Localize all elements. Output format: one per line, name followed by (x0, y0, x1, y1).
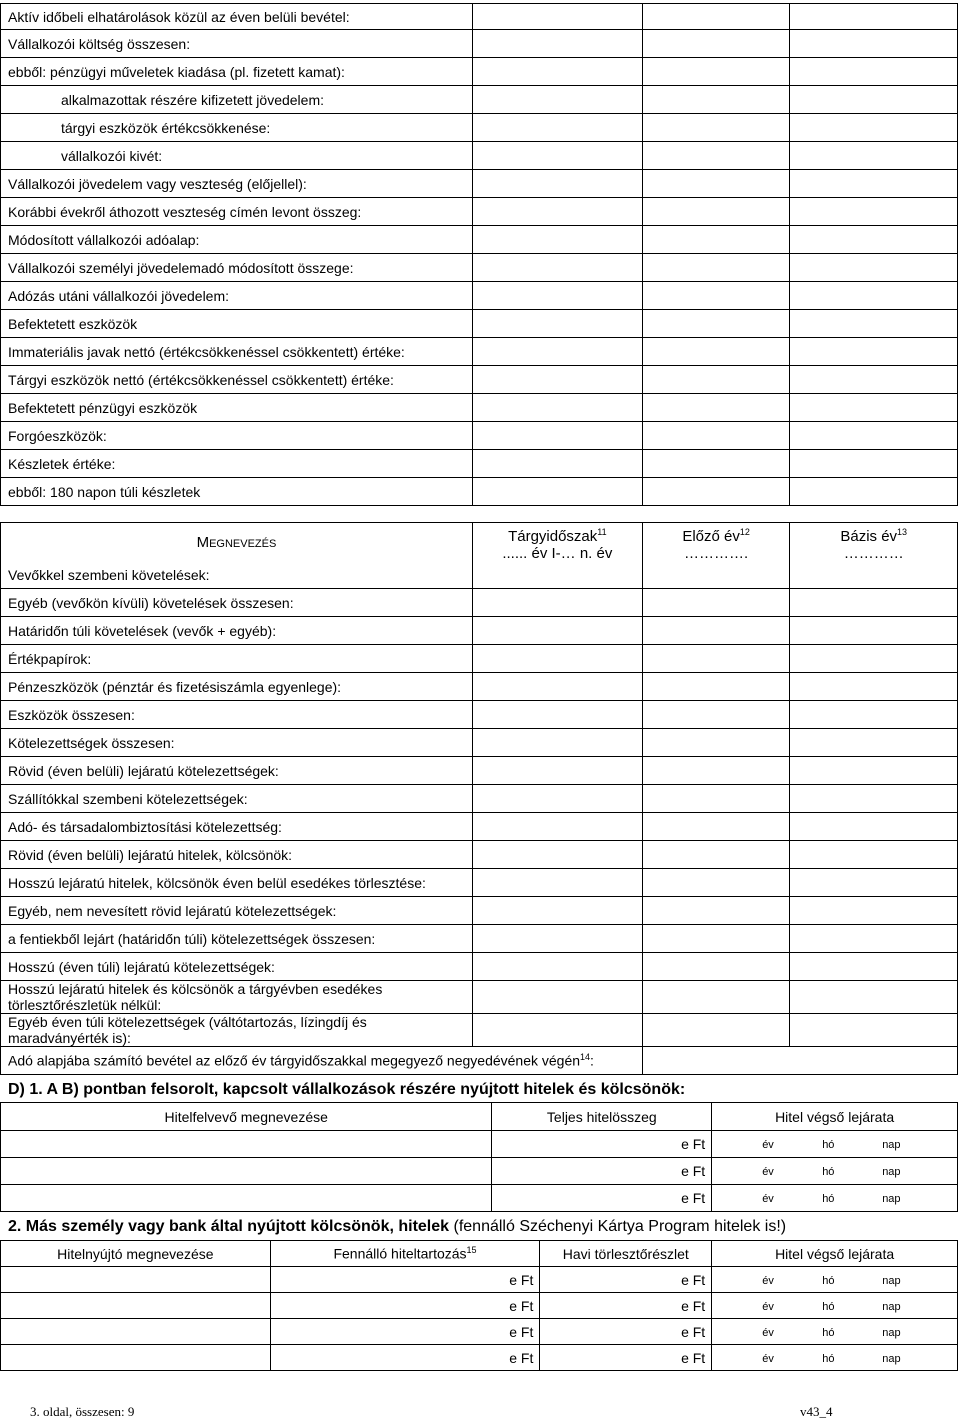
value-cell[interactable] (472, 422, 642, 450)
table-row (1, 1158, 958, 1185)
value-cell[interactable] (642, 673, 790, 701)
date-part-label: hó (822, 1327, 835, 1339)
table-row (1, 170, 958, 198)
debt-cell[interactable]: e Ft (270, 1345, 540, 1371)
value-cell[interactable] (790, 841, 958, 869)
row-label: Vállalkozói költség összesen: (1, 30, 473, 58)
amount-cell[interactable]: e Ft (492, 1158, 712, 1185)
section-2-title-bold: 2. Más személy vagy bank által nyújtott kölcsönök, hitelek (8, 1218, 450, 1235)
value-cell[interactable] (642, 254, 790, 282)
row-label: Aktív időbeli elhatárolások közül az éven belüli bevétel: (1, 4, 473, 30)
value-cell[interactable] (472, 953, 642, 981)
top-table (0, 3, 958, 506)
table-row (1, 757, 958, 785)
table-row (1, 338, 958, 366)
date-part-label: nap (882, 1275, 901, 1287)
value-cell[interactable] (790, 254, 958, 282)
col-hitelfelvevo: Hitelfelvevő megnevezése (1, 1103, 492, 1131)
row-label: Egyéb (vevőkön kívüli) követelések összesen: (1, 589, 473, 617)
table-row (1, 478, 958, 506)
col1-title: Tárgyidőszak (508, 528, 598, 545)
value-cell[interactable] (642, 58, 790, 86)
value-cell[interactable] (472, 142, 642, 170)
col-havi-torleszto: Havi törlesztőrészlet (540, 1241, 712, 1267)
table-row (1, 981, 958, 1014)
table-row (1, 422, 958, 450)
value-cell[interactable] (472, 338, 642, 366)
value-cell[interactable] (642, 701, 790, 729)
table-row (1, 86, 958, 114)
date-part-label: év (762, 1139, 774, 1151)
value-cell[interactable] (790, 170, 958, 198)
value-cell[interactable] (642, 86, 790, 114)
table-row (1, 841, 958, 869)
table-row (1, 729, 958, 757)
table-row (1, 1185, 958, 1212)
value-cell[interactable] (642, 841, 790, 869)
table-row (1, 4, 958, 30)
lender-cell[interactable] (1, 1345, 271, 1371)
value-cell[interactable] (790, 282, 958, 310)
lender-cell[interactable] (1, 1293, 271, 1319)
value-cell[interactable] (472, 450, 642, 478)
ado-colon: : (590, 1052, 594, 1069)
value-cell[interactable] (642, 729, 790, 757)
row-label: Módosított vállalkozói adóalap: (1, 226, 473, 254)
value-cell[interactable] (642, 282, 790, 310)
value-cell[interactable] (642, 813, 790, 841)
value-cell[interactable] (472, 4, 642, 30)
value-cell[interactable] (790, 897, 958, 925)
lender-cell[interactable] (1, 1267, 271, 1293)
table-row (1, 58, 958, 86)
value-cell[interactable] (790, 478, 958, 506)
value-cell[interactable] (642, 226, 790, 254)
value-cell[interactable] (790, 925, 958, 953)
value-cell[interactable] (472, 198, 642, 226)
section-d-title: D) 1. A B) pontban felsorolt, kapcsolt vállalkozások részére nyújtott hitelek és kölcsönök: (8, 1081, 686, 1098)
row-label: a fentiekből lejárt (határidőn túli) kötelezettségek összesen: (1, 925, 473, 953)
table-row (1, 282, 958, 310)
row-label: Rövid (éven belüli) lejáratú kötelezettségek: (1, 757, 473, 785)
installment-cell[interactable]: e Ft (540, 1345, 712, 1371)
value-cell[interactable] (642, 30, 790, 58)
value-cell[interactable] (790, 422, 958, 450)
col-teljes-hitelosszeg: Teljes hitelösszeg (492, 1103, 712, 1131)
date-part-label: év (762, 1327, 774, 1339)
table-row (1, 394, 958, 422)
value-cell[interactable] (790, 701, 958, 729)
col-fennallo-tartozas (270, 1241, 540, 1267)
value-cell[interactable] (642, 142, 790, 170)
value-cell[interactable] (642, 478, 790, 506)
value-cell[interactable] (790, 198, 958, 226)
form-version: v43_4 (800, 1404, 833, 1419)
col1-period: ...... év I-… n. év (502, 545, 613, 562)
row-label: Egyéb, nem nevesített rövid lejáratú kötelezettségek: (1, 897, 473, 925)
row-label-line: Hosszú lejáratú hitelek és kölcsönök a tárgyévben esedékes (8, 981, 383, 997)
value-cell[interactable] (790, 813, 958, 841)
value-cell[interactable] (790, 1014, 958, 1047)
header-megnevezes (1, 523, 473, 563)
row-label (1, 1014, 473, 1047)
amount-cell[interactable]: e Ft (492, 1131, 712, 1158)
table-row (1, 645, 958, 673)
amount-cell[interactable]: e Ft (492, 1185, 712, 1212)
page-number: 3. oldal, összesen: 9 (30, 1404, 135, 1419)
value-cell[interactable] (472, 757, 642, 785)
value-cell[interactable] (472, 673, 642, 701)
section-2-table (0, 1240, 958, 1371)
row-label: Hosszú lejáratú hitelek, kölcsönök éven belül esedékes törlesztése: (1, 869, 473, 897)
date-part-label: év (762, 1166, 774, 1178)
table-row (1, 953, 958, 981)
row-label: ebből: pénzügyi műveletek kiadása (pl. fizetett kamat): (1, 58, 473, 86)
value-cell[interactable] (472, 785, 642, 813)
debt-cell[interactable]: e Ft (270, 1293, 540, 1319)
ado-text: Adó alapjába számító bevétel az előző év tárgyidőszakkal megegyező negyedévének végén (8, 1052, 581, 1069)
debt-cell[interactable]: e Ft (270, 1319, 540, 1345)
table-row (1, 673, 958, 701)
row-label: Befektetett pénzügyi eszközök (1, 394, 473, 422)
value-cell[interactable] (472, 170, 642, 198)
value-cell[interactable] (642, 1014, 790, 1047)
date-cell[interactable] (712, 1158, 958, 1185)
col2-footnote: 12 (739, 527, 750, 537)
value-cell[interactable] (472, 617, 642, 645)
table-row (1, 813, 958, 841)
date-part-label: év (762, 1301, 774, 1313)
value-cell[interactable] (790, 953, 958, 981)
borrower-cell[interactable] (1, 1185, 492, 1212)
date-cell[interactable] (712, 1345, 958, 1371)
table-row (1, 310, 958, 338)
table-row (1, 226, 958, 254)
value-cell[interactable] (472, 1014, 642, 1047)
table-row (1, 1319, 958, 1345)
table-row (1, 30, 958, 58)
value-cell[interactable] (472, 254, 642, 282)
value-cell[interactable] (642, 198, 790, 226)
table-row (1, 254, 958, 282)
row-label: Rövid (éven belüli) lejáratú hitelek, kölcsönök: (1, 841, 473, 869)
value-cell[interactable] (472, 282, 642, 310)
installment-cell[interactable]: e Ft (540, 1293, 712, 1319)
header-elozo-ev (642, 523, 790, 589)
row-label: Készletek értéke: (1, 450, 473, 478)
value-cell[interactable] (472, 30, 642, 58)
row-label: Szállítókkal szembeni kötelezettségek: (1, 785, 473, 813)
value-cell[interactable] (472, 869, 642, 897)
value-cell[interactable] (472, 589, 642, 617)
date-part-label: év (762, 1275, 774, 1287)
value-cell[interactable] (790, 869, 958, 897)
table-row (1, 114, 958, 142)
date-cell[interactable] (712, 1267, 958, 1293)
value-cell[interactable] (790, 338, 958, 366)
row-label: Kötelezettségek összesen: (1, 729, 473, 757)
installment-cell[interactable]: e Ft (540, 1267, 712, 1293)
value-cell[interactable] (790, 757, 958, 785)
value-cell[interactable] (642, 645, 790, 673)
row-label-line: Egyéb éven túli kötelezettségek (váltótartozás, lízingdíj és (8, 1014, 367, 1030)
row-label: Hosszú (éven túli) lejáratú kötelezettségek: (1, 953, 473, 981)
value-cell[interactable] (642, 953, 790, 981)
row-label: Befektetett eszközök (1, 310, 473, 338)
row-label: alkalmazottak részére kifizetett jövedelem: (1, 86, 473, 114)
table-row (1, 617, 958, 645)
row-label-ado-alap (1, 1047, 643, 1075)
value-cell[interactable] (790, 785, 958, 813)
value-cell[interactable] (642, 1047, 957, 1075)
date-cell[interactable] (712, 1293, 958, 1319)
date-part-label: nap (882, 1353, 901, 1365)
value-cell[interactable] (472, 86, 642, 114)
value-cell[interactable] (642, 450, 790, 478)
date-part-label: hó (822, 1139, 835, 1151)
value-cell[interactable] (472, 981, 642, 1014)
col1-footnote: 11 (597, 527, 607, 537)
row-label: ebből: 180 napon túli készletek (1, 478, 473, 506)
table-row (1, 1293, 958, 1319)
value-cell[interactable] (790, 394, 958, 422)
value-cell[interactable] (472, 58, 642, 86)
table-row (1, 142, 958, 170)
row-label: Eszközök összesen: (1, 701, 473, 729)
value-cell[interactable] (790, 981, 958, 1014)
value-cell[interactable] (472, 897, 642, 925)
row-label: Immateriális javak nettó (értékcsökkenéssel csökkentett) értéke: (1, 338, 473, 366)
row-label: Vállalkozói jövedelem vagy veszteség (előjellel): (1, 170, 473, 198)
row-label-line: törlesztőrészletük nélkül: (8, 997, 162, 1013)
table-row (1, 1014, 958, 1047)
value-cell[interactable] (790, 729, 958, 757)
section-d-table (0, 1102, 958, 1212)
table-row (1, 1345, 958, 1371)
table-row (1, 450, 958, 478)
table-row (1, 1267, 958, 1293)
row-label: Tárgyi eszközök nettó (értékcsökkenéssel csökkentett) értéke: (1, 366, 473, 394)
row-label-line: maradványérték is): (8, 1030, 131, 1046)
value-cell[interactable] (472, 478, 642, 506)
installment-cell[interactable]: e Ft (540, 1319, 712, 1345)
value-cell[interactable] (790, 114, 958, 142)
table-row (1, 366, 958, 394)
value-cell[interactable] (642, 4, 790, 30)
value-cell[interactable] (472, 310, 642, 338)
col-hitelnyujto: Hitelnyújtó megnevezése (1, 1241, 271, 1267)
value-cell[interactable] (790, 226, 958, 254)
date-cell[interactable] (712, 1319, 958, 1345)
col-hitel-lejarata: Hitel végső lejárata (712, 1103, 958, 1131)
date-part-label: hó (822, 1193, 835, 1205)
row-label: Forgóeszközök: (1, 422, 473, 450)
col2-title: Előző év (682, 528, 740, 545)
row-label: Értékpapírok: (1, 645, 473, 673)
row-label: Korábbi évekről áthozott veszteség címén levont összeg: (1, 198, 473, 226)
col-fennallo-label: Fennálló hiteltartozás (333, 1245, 467, 1262)
value-cell[interactable] (472, 701, 642, 729)
section-2-title (8, 1218, 786, 1236)
value-cell[interactable] (472, 394, 642, 422)
value-cell[interactable] (642, 617, 790, 645)
debt-cell[interactable]: e Ft (270, 1267, 540, 1293)
date-part-label: hó (822, 1166, 835, 1178)
value-cell[interactable] (472, 729, 642, 757)
value-cell[interactable] (790, 310, 958, 338)
date-part-label: nap (882, 1166, 901, 1178)
value-cell[interactable] (790, 86, 958, 114)
date-part-label: nap (882, 1139, 901, 1151)
value-cell[interactable] (642, 366, 790, 394)
lender-cell[interactable] (1, 1319, 271, 1345)
borrower-cell[interactable] (1, 1131, 492, 1158)
row-label: Határidőn túli követelések (vevők + egyéb): (1, 617, 473, 645)
date-part-label: hó (822, 1275, 835, 1287)
value-cell[interactable] (472, 226, 642, 254)
row-label: Pénzeszközök (pénztár és fizetésiszámla egyenlege): (1, 673, 473, 701)
table-row (1, 198, 958, 226)
value-cell[interactable] (642, 170, 790, 198)
value-cell[interactable] (790, 450, 958, 478)
date-part-label: év (762, 1353, 774, 1365)
value-cell[interactable] (642, 422, 790, 450)
value-cell[interactable] (642, 394, 790, 422)
table-row (1, 1047, 958, 1075)
date-cell[interactable] (712, 1185, 958, 1212)
value-cell[interactable] (790, 4, 958, 30)
value-cell[interactable] (790, 673, 958, 701)
borrower-cell[interactable] (1, 1158, 492, 1185)
table-row (1, 925, 958, 953)
ado-footnote: 14 (580, 1052, 591, 1063)
value-cell[interactable] (472, 366, 642, 394)
value-cell[interactable] (790, 589, 958, 617)
header-targyidoszak (472, 523, 642, 589)
table-row (1, 785, 958, 813)
col2-dots: …………. (684, 545, 749, 562)
megnevezes-label: MEGNEVEZÉS (196, 533, 277, 551)
value-cell[interactable] (790, 142, 958, 170)
row-label: Adó- és társadalombiztosítási kötelezettség: (1, 813, 473, 841)
value-cell[interactable] (472, 645, 642, 673)
date-part-label: hó (822, 1353, 835, 1365)
header-bazis-ev (790, 523, 958, 589)
table-row (1, 869, 958, 897)
col3-title: Bázis év (840, 528, 898, 545)
value-cell[interactable] (790, 30, 958, 58)
date-cell[interactable] (712, 1131, 958, 1158)
table-row (1, 701, 958, 729)
balance-table (0, 522, 958, 1075)
date-part-label: nap (882, 1193, 901, 1205)
row-label (1, 981, 473, 1014)
date-part-label: év (762, 1193, 774, 1205)
row-label: Vállalkozói személyi jövedelemadó módosított összege: (1, 254, 473, 282)
col3-dots: ………… (843, 545, 904, 562)
section-2-title-note: (fennálló Széchenyi Kártya Program hitelek is!) (449, 1218, 787, 1235)
value-cell[interactable] (642, 897, 790, 925)
value-cell[interactable] (472, 841, 642, 869)
value-cell[interactable] (790, 617, 958, 645)
table-row-label: Vevőkkel szembeni követelések: (1, 563, 473, 589)
date-part-label: nap (882, 1327, 901, 1339)
value-cell[interactable] (642, 785, 790, 813)
value-cell[interactable] (642, 338, 790, 366)
date-part-label: hó (822, 1301, 835, 1313)
value-cell[interactable] (642, 869, 790, 897)
value-cell[interactable] (642, 925, 790, 953)
value-cell[interactable] (472, 813, 642, 841)
row-label: vállalkozói kivét: (1, 142, 473, 170)
table-row (1, 1131, 958, 1158)
value-cell[interactable] (790, 58, 958, 86)
value-cell[interactable] (642, 114, 790, 142)
date-part-label: nap (882, 1301, 901, 1313)
value-cell[interactable] (472, 925, 642, 953)
table-row (1, 589, 958, 617)
col3-footnote: 13 (897, 527, 908, 537)
value-cell[interactable] (642, 589, 790, 617)
value-cell[interactable] (790, 645, 958, 673)
row-label: tárgyi eszközök értékcsökkenése: (1, 114, 473, 142)
value-cell[interactable] (642, 757, 790, 785)
col-fennallo-footnote: 15 (466, 1245, 477, 1256)
value-cell[interactable] (472, 114, 642, 142)
value-cell[interactable] (790, 366, 958, 394)
value-cell[interactable] (642, 981, 790, 1014)
table-row (1, 897, 958, 925)
col-hitel-vegso-lejarata: Hitel végső lejárata (712, 1241, 958, 1267)
value-cell[interactable] (642, 310, 790, 338)
row-label: Adózás utáni vállalkozói jövedelem: (1, 282, 473, 310)
